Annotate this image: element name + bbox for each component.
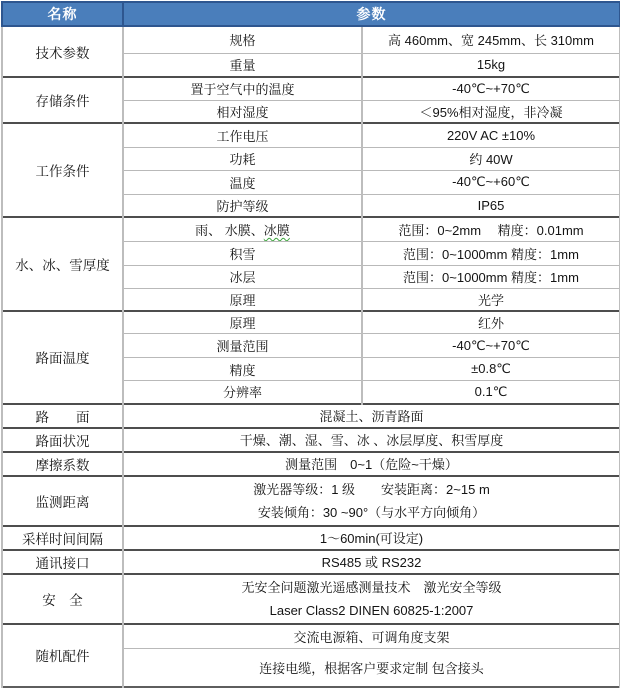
- cell-thickness-film-value: 范围：0~2mm 精度：0.01mm: [362, 217, 620, 241]
- cell-operating-voltage-value: 220V AC ±10%: [362, 123, 620, 147]
- cell-thickness-ice-param: 冰层: [123, 265, 362, 288]
- cell-storage-humidity-param: 相对湿度: [123, 100, 362, 123]
- row-safety: [2, 574, 620, 624]
- film-param-text: 雨、 水膜、: [195, 222, 264, 238]
- group-label-accessories: 随机配件: [2, 624, 123, 687]
- cell-accessories-row2: 连接电缆，根据客户要求定制 包含接头: [123, 649, 620, 687]
- cell-comm-value: RS485 或 RS232: [123, 550, 620, 574]
- cell-friction-value: 测量范围 0~1（危险~干燥）: [123, 452, 620, 476]
- row-friction: [2, 452, 620, 476]
- label-friction: 摩擦系数: [2, 452, 123, 476]
- label-road-condition: 路面状况: [2, 428, 123, 452]
- label-distance: 监测距离: [2, 476, 123, 526]
- cell-thickness-snow-value: 范围：0~1000mm 精度：1mm: [362, 241, 620, 265]
- cell-storage-humidity-value: ＜95%相对湿度，非冷凝: [362, 100, 620, 123]
- safety-line1: 无安全问题激光遥感测量技术 激光安全等级: [241, 579, 502, 595]
- cell-roadtemp-accuracy-value: ±0.8℃: [362, 358, 620, 381]
- header-cell-name: 名称: [2, 2, 123, 26]
- cell-roadtemp-resolution-param: 分辨率: [123, 381, 362, 404]
- row-roadtemp-principle: [2, 311, 620, 334]
- distance-line2: 安装倾角：30 ~90°（与水平方向倾角）: [257, 504, 486, 520]
- row-operating-voltage: [2, 123, 620, 147]
- group-label-roadtemp: 路面温度: [2, 311, 123, 404]
- row-tech-spec: [2, 26, 620, 53]
- cell-roadtemp-principle-value: 红外: [362, 311, 620, 334]
- cell-thickness-ice-value: 范围：0~1000mm 精度：1mm: [362, 265, 620, 288]
- film-param-spellcheck-text: 冰膜: [263, 222, 290, 238]
- cell-tech-weight-param: 重量: [123, 53, 362, 77]
- row-distance: [2, 476, 620, 526]
- row-storage-airtemp: [2, 77, 620, 100]
- cell-thickness-principle-param: 原理: [123, 288, 362, 311]
- row-accessories-1: [2, 624, 620, 649]
- cell-operating-temp-value: -40℃~+60℃: [362, 170, 620, 194]
- cell-tech-weight-value: 15kg: [362, 53, 620, 77]
- header-row: [2, 2, 620, 26]
- cell-roadtemp-principle-param: 原理: [123, 311, 362, 334]
- cell-thickness-film-param: [123, 217, 362, 241]
- cell-operating-voltage-param: 工作电压: [123, 123, 362, 147]
- cell-tech-spec-param: 规格: [123, 26, 362, 53]
- distance-line1: 激光器等级：1 级 安装距离：2~15 m: [253, 481, 490, 497]
- cell-operating-power-param: 功耗: [123, 147, 362, 170]
- cell-safety-value: [123, 574, 620, 624]
- spec-table: [1, 1, 620, 688]
- cell-road-value: 混凝土、沥青路面: [123, 404, 620, 428]
- label-comm: 通讯接口: [2, 550, 123, 574]
- cell-roadtemp-accuracy-param: 精度: [123, 358, 362, 381]
- cell-road-condition-value: 干燥、潮、湿、雪、冰 、冰层厚度、积雪厚度: [123, 428, 620, 452]
- group-label-thickness: 水、冰、雪厚度: [2, 217, 123, 311]
- label-safety: 安 全: [2, 574, 123, 624]
- row-comm: [2, 550, 620, 574]
- cell-accessories-row1: 交流电源箱、可调角度支架: [123, 624, 620, 649]
- label-road: 路 面: [2, 404, 123, 428]
- cell-operating-protection-value: IP65: [362, 194, 620, 217]
- cell-roadtemp-range-value: -40℃~+70℃: [362, 334, 620, 358]
- cell-storage-airtemp-param: 置于空气中的温度: [123, 77, 362, 100]
- safety-line2: Laser Class2 DINEN 60825-1:2007: [269, 602, 474, 618]
- cell-storage-airtemp-value: -40℃~+70℃: [362, 77, 620, 100]
- cell-sampling-value: 1～60min(可设定): [123, 526, 620, 550]
- row-sampling: [2, 526, 620, 550]
- cell-tech-spec-value: 高 460mm、宽 245mm、长 310mm: [362, 26, 620, 53]
- cell-thickness-snow-param: 积雪: [123, 241, 362, 265]
- cell-thickness-principle-value: 光学: [362, 288, 620, 311]
- cell-operating-temp-param: 温度: [123, 170, 362, 194]
- group-label-storage: 存储条件: [2, 77, 123, 123]
- row-thickness-film: [2, 217, 620, 241]
- cell-operating-power-value: 约 40W: [362, 147, 620, 170]
- group-label-tech: 技术参数: [2, 26, 123, 77]
- row-road-condition: [2, 428, 620, 452]
- group-label-operating: 工作条件: [2, 123, 123, 217]
- label-sampling: 采样时间间隔: [2, 526, 123, 550]
- cell-roadtemp-resolution-value: 0.1℃: [362, 381, 620, 404]
- header-cell-params: 参数: [123, 2, 620, 26]
- cell-distance-value: [123, 476, 620, 526]
- cell-roadtemp-range-param: 测量范围: [123, 334, 362, 358]
- cell-operating-protection-param: 防护等级: [123, 194, 362, 217]
- row-road: [2, 404, 620, 428]
